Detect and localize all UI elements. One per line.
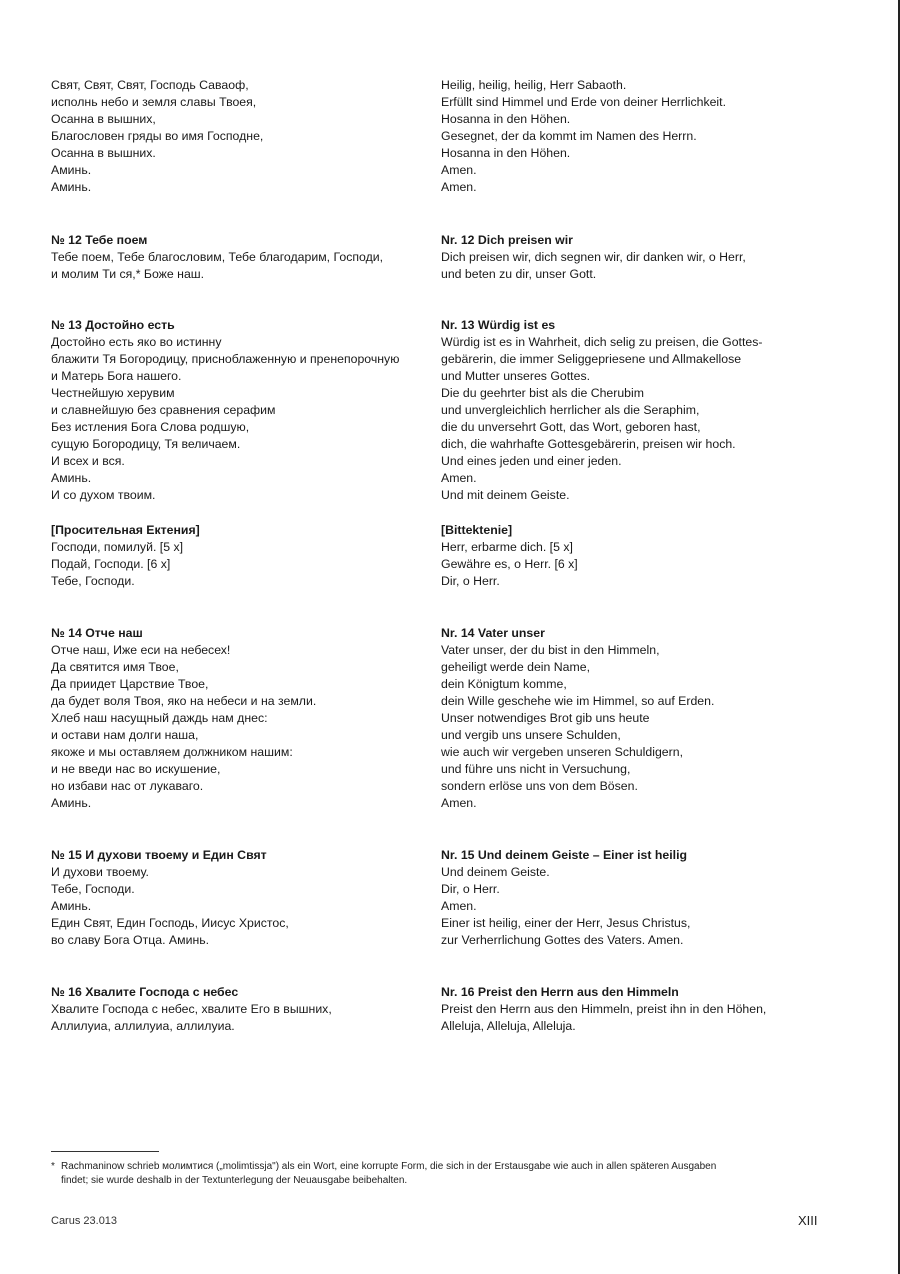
de-no15 [441, 847, 861, 949]
text-line: сущую Богородицу, Тя величаем. [51, 437, 241, 451]
page-number: XIII [798, 1213, 818, 1228]
text-line: gebärerin, die immer Seliggepriesene und Allmakellose [441, 352, 742, 366]
text-line: und Mutter unseres Gottes. [441, 369, 591, 383]
text-line: Господи, помилуй. [5 x] [51, 540, 184, 554]
footnote-line-1: Rachmaninow schrieb молимтися („molimtissja") als ein Wort, eine korrupte Form, die sich in der Erstausgabe wie auch in allen späteren Ausgaben [61, 1161, 717, 1172]
text-line: Preist den Herrn aus den Himmeln, preist ihn in den Höhen, [441, 1002, 767, 1016]
text-line: Alleluja, Alleluja, Alleluja. [441, 1019, 576, 1033]
de-no12-heading: Nr. 12 Dich preisen wir [441, 233, 573, 247]
ru-no16-heading: № 16 Хвалите Господа с небес [51, 985, 239, 999]
text-line: und unvergleichlich herrlicher als die Seraphim, [441, 403, 700, 417]
text-line: wie auch wir vergeben unseren Schuldigern, [441, 745, 683, 759]
text-line: блажити Тя Богородицу, присноблаженную и пренепорочную [51, 352, 400, 366]
text-line: Und deinem Geiste. [441, 865, 550, 879]
text-line: zur Verherrlichung Gottes des Vaters. Amen. [441, 933, 684, 947]
text-line: и Матерь Бога нашего. [51, 369, 182, 383]
text-line: Аминь. [51, 163, 92, 177]
text-line: Тебе, Господи. [51, 882, 135, 896]
de-no14 [441, 625, 861, 812]
de-no14-heading: Nr. 14 Vater unser [441, 626, 545, 640]
text-line: но избави нас от лукаваго. [51, 779, 204, 793]
text-line: Und mit deinem Geiste. [441, 488, 570, 502]
text-line: dein Königtum komme, [441, 677, 567, 691]
text-line: якоже и мы оставляем должником нашим: [51, 745, 293, 759]
text-line: Аминь. [51, 796, 92, 810]
ru-no14-heading: № 14 Отче наш [51, 626, 143, 640]
text-line: Един Свят, Един Господь, Иисус Христос, [51, 916, 289, 930]
ru-no13 [51, 317, 431, 504]
text-line: Heilig, heilig, heilig, Herr Sabaoth. [441, 78, 627, 92]
text-line: да будет воля Твоя, яко на небеси и на земли. [51, 694, 317, 708]
text-line: sondern erlöse uns von dem Bösen. [441, 779, 638, 793]
de-no16-heading: Nr. 16 Preist den Herrn aus den Himmeln [441, 985, 679, 999]
text-line: Хлеб наш насущный даждь нам днес: [51, 711, 268, 725]
text-line: Достойно есть яко во истинну [51, 335, 222, 349]
text-line: Да святится имя Твое, [51, 660, 179, 674]
text-line: Осанна в вышних, [51, 112, 156, 126]
de-no15-heading: Nr. 15 Und deinem Geiste – Einer ist heilig [441, 848, 688, 862]
text-line: Würdig ist es in Wahrheit, dich selig zu preisen, die Gottes- [441, 335, 763, 349]
text-line: Hosanna in den Höhen. [441, 146, 571, 160]
text-line: И духови твоему. [51, 865, 149, 879]
text-line: И всех и вся. [51, 454, 125, 468]
text-line: Подай, Господи. [6 x] [51, 557, 171, 571]
text-line: Die du geehrter bist als die Cherubim [441, 386, 645, 400]
text-line: исполнь небо и земля славы Твоея, [51, 95, 257, 109]
text-line: Благословен гряды во имя Господне, [51, 129, 264, 143]
text-line: Аминь. [51, 899, 92, 913]
text-line: Unser notwendiges Brot gib uns heute [441, 711, 650, 725]
ru-no12 [51, 232, 431, 283]
text-line: Аминь. [51, 180, 92, 194]
text-line: Dir, o Herr. [441, 574, 500, 588]
ru-no14 [51, 625, 431, 812]
ru-sanctus [51, 77, 431, 196]
text-line: и молим Ти ся,* Боже наш. [51, 267, 205, 281]
text-line: Dich preisen wir, dich segnen wir, dir danken wir, o Herr, [441, 250, 746, 264]
text-line: Und eines jeden und einer jeden. [441, 454, 622, 468]
text-line: dich, die wahrhafte Gottesgebärerin, preisen wir hoch. [441, 437, 736, 451]
text-line: die du unversehrt Gott, das Wort, geboren hast, [441, 420, 701, 434]
text-line: Осанна в вышних. [51, 146, 156, 160]
ru-no13-heading: № 13 Достойно есть [51, 318, 175, 332]
text-line: und vergib uns unsere Schulden, [441, 728, 621, 742]
text-line: Аллилуиа, аллилуиа, аллилуиа. [51, 1019, 235, 1033]
text-line: Amen. [441, 899, 477, 913]
de-no13-heading: Nr. 13 Würdig ist es [441, 318, 556, 332]
de-ektenia-heading: [Bittektenie] [441, 523, 513, 537]
text-line: dein Wille geschehe wie im Himmel, so auf Erden. [441, 694, 715, 708]
text-line: Хвалите Господа с небес, хвалите Его в вышних, [51, 1002, 332, 1016]
text-line: Hosanna in den Höhen. [441, 112, 571, 126]
text-line: во славу Бога Отца. Аминь. [51, 933, 210, 947]
text-line: Аминь. [51, 471, 92, 485]
text-line: Без истления Бога Слова родшую, [51, 420, 250, 434]
de-no16 [441, 984, 861, 1035]
de-no13 [441, 317, 861, 504]
ru-ektenia [51, 522, 431, 590]
text-line: Vater unser, der du bist in den Himmeln, [441, 643, 660, 657]
de-no12 [441, 232, 861, 283]
text-line: Тебе, Господи. [51, 574, 135, 588]
text-line: и славнейшую без сравнения серафим [51, 403, 276, 417]
text-line: Честнейшую херувим [51, 386, 175, 400]
text-line: Gewähre es, o Herr. [6 x] [441, 557, 578, 571]
text-line: Да приидет Царствие Твое, [51, 677, 209, 691]
text-line: Erfüllt sind Himmel und Erde von deiner Herrlichkeit. [441, 95, 726, 109]
text-line: И со духом твоим. [51, 488, 156, 502]
footnote-mark: * [51, 1161, 55, 1172]
text-line: Amen. [441, 796, 477, 810]
text-line: und beten zu dir, unser Gott. [441, 267, 597, 281]
footnote [51, 1160, 831, 1188]
text-line: Тебе поем, Тебе благословим, Тебе благодарим, Господи, [51, 250, 384, 264]
text-line: Amen. [441, 180, 477, 194]
text-line: und führe uns nicht in Versuchung, [441, 762, 631, 776]
publisher-reference: Carus 23.013 [51, 1215, 118, 1227]
ru-no15-heading: № 15 И духови твоему и Един Свят [51, 848, 267, 862]
text-line: Herr, erbarme dich. [5 x] [441, 540, 573, 554]
de-sanctus [441, 77, 861, 196]
text-line: и не введи нас во искушение, [51, 762, 221, 776]
text-line: Отче наш, Иже еси на небесех! [51, 643, 231, 657]
ru-no16 [51, 984, 431, 1035]
text-line: Amen. [441, 163, 477, 177]
text-line: Amen. [441, 471, 477, 485]
ru-no15 [51, 847, 431, 949]
ru-ektenia-heading: [Просительная Ектения] [51, 523, 200, 537]
footnote-divider [51, 1151, 159, 1152]
de-ektenia [441, 522, 861, 590]
text-line: Einer ist heilig, einer der Herr, Jesus Christus, [441, 916, 691, 930]
text-line: Dir, o Herr. [441, 882, 500, 896]
text-line: и остави нам долги наша, [51, 728, 199, 742]
ru-no12-heading: № 12 Тебе поем [51, 233, 148, 247]
text-line: Свят, Свят, Свят, Господь Саваоф, [51, 78, 249, 92]
footnote-line-2: findet; sie wurde deshalb in der Textunterlegung der Neuausgabe beibehalten. [61, 1175, 408, 1186]
text-line: Gesegnet, der da kommt im Namen des Herrn. [441, 129, 697, 143]
text-line: geheiligt werde dein Name, [441, 660, 591, 674]
